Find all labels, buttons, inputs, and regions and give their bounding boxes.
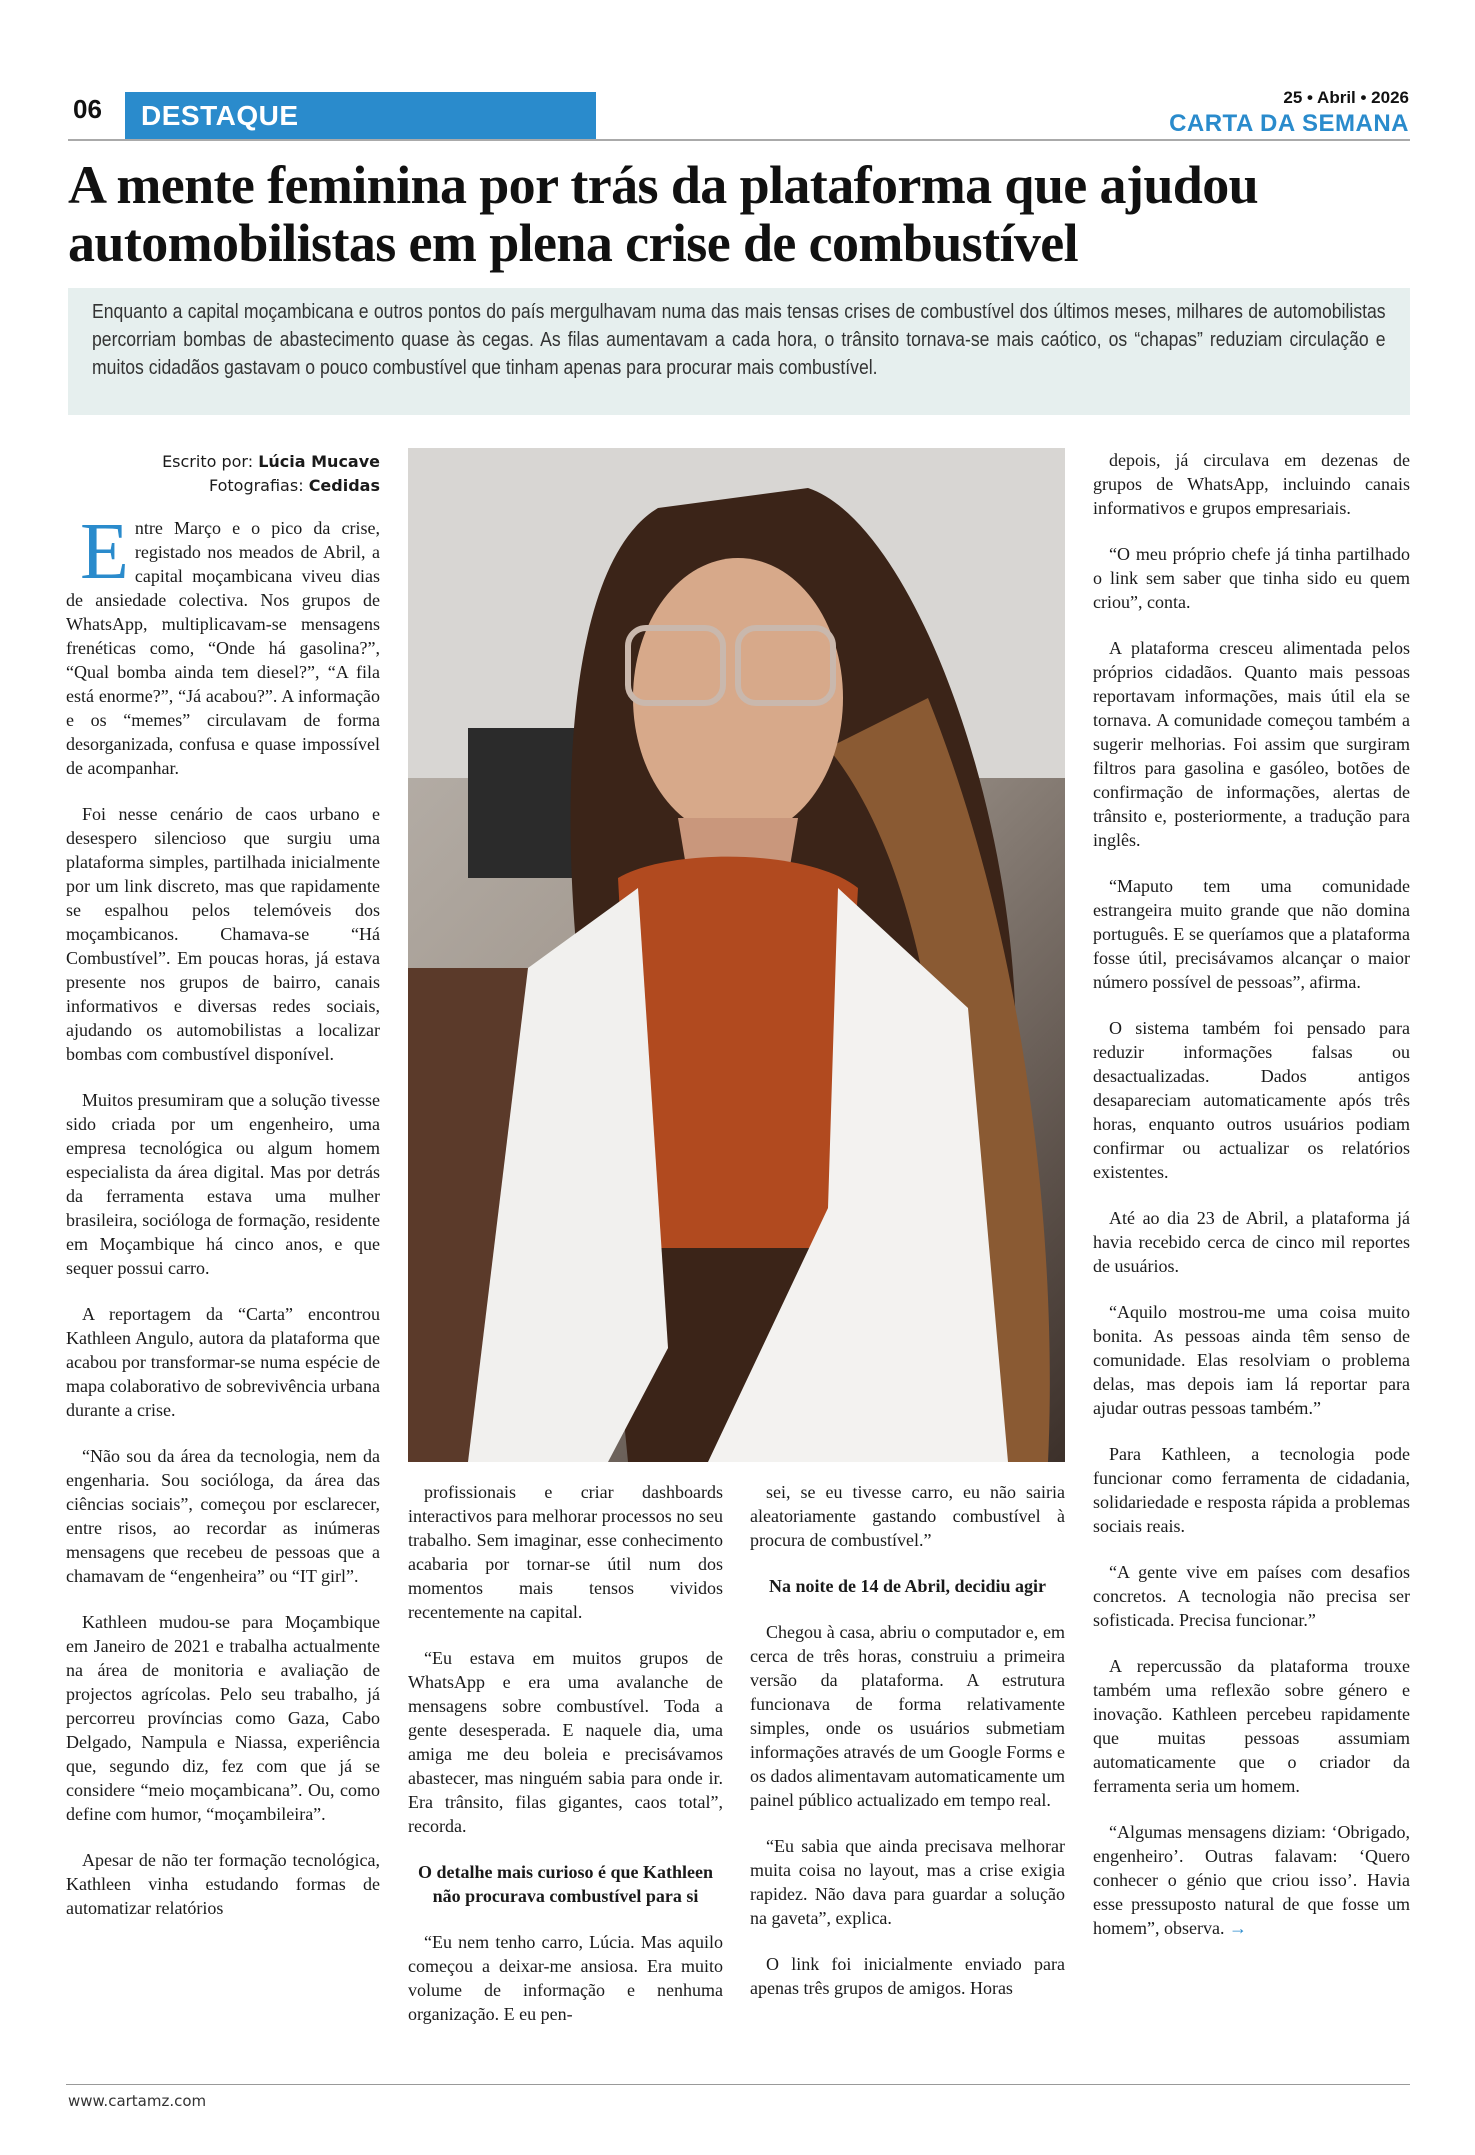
paragraph xyxy=(1093,1300,1410,1420)
paragraph: sei, se eu tivesse carro, eu não sairia aleatoriamente gastando combustível à procura de combustível.” xyxy=(750,1482,1065,1550)
paragraph xyxy=(1093,1820,1410,1940)
paragraph-text: depois, já circulava em dezenas de grupos de WhatsApp, incluindo canais informativos e grupos empresariais. xyxy=(1093,450,1410,518)
paragraph-text: “A gente vive em países com desafios concretos. A tecnologia não precisa ser sofisticada. Precisa funcionar.” xyxy=(1093,1562,1410,1630)
footer-divider xyxy=(66,2084,1410,2085)
column-4 xyxy=(1093,448,1410,1962)
paragraph-text: ntre Março e o pico da crise, registado nos meados de Abril, a capital moçambicana viveu dias de ansiedade colectiva. Nos grupos de WhatsApp, multiplicavam-se mensagens frenéticas como, “Onde há gasolina?”, “Qual bomba ainda tem diesel?”, “A fila está enorme?”, “Já acabou?”. A informação e os “memes” circulavam de forma desorganizada, confusa e quase impossível de acompanhar. xyxy=(66,518,380,778)
portrait-photo xyxy=(408,448,1065,1462)
paragraph xyxy=(1093,1016,1410,1184)
photo-credit: Cedidas xyxy=(308,476,380,495)
paragraph xyxy=(66,1610,380,1826)
paragraph-text: Kathleen mudou-se para Moçambique em Janeiro de 2021 e trabalha actualmente na área de monitoria e avaliação de projectos agrícolas. Pelo seu trabalho, já percorreu províncias como Gaza, Cabo Delgado, Nampula e Niassa, experiência que, segundo diz, fez com que já se considere “meio moçambicana”. Ou, como define com humor, “moçambileira”. xyxy=(66,1612,380,1824)
paragraph xyxy=(1093,1560,1410,1632)
drop-cap: E xyxy=(80,508,129,596)
column-1 xyxy=(66,508,380,1942)
paragraph-text: A reportagem da “Carta” encontrou Kathleen Angulo, autora da plataforma que acabou por transformar-se numa espécie de mapa colaborativo de sobrevivência urbana durante a crise. xyxy=(66,1304,380,1420)
paragraph-text: “O meu próprio chefe já tinha partilhado o link sem saber que tinha sido eu quem criou”, conta. xyxy=(1093,544,1410,612)
continue-arrow-icon[interactable]: → xyxy=(1228,1918,1247,1938)
publication-name: CARTA DA SEMANA xyxy=(1169,110,1409,137)
article-title: A mente feminina por trás da plataforma que ajudou automobilistas em plena crise de combustível xyxy=(68,155,1259,273)
author-name: Lúcia Mucave xyxy=(258,452,380,471)
paragraph xyxy=(1093,448,1410,520)
paragraph-text: O sistema também foi pensado para reduzir informações falsas ou desactualizadas. Dados antigos desapareciam automaticamente após três horas, enquanto outros usuários podiam confirmar ou actualizar os relatórios existentes. xyxy=(1093,1018,1410,1182)
paragraph-text: “Algumas mensagens diziam: ‘Obrigado, engenheiro’. Outras falavam: ‘Quero conhecer o génio que criou isso’. Havia esse pressuposto natural de que fosse um homem”, observa. xyxy=(1093,1822,1410,1938)
paragraph-text: “Aquilo mostrou-me uma coisa muito bonita. As pessoas ainda têm senso de comunidade. Elas resolviam o problema delas, mas depois iam lá reportar para ajudar outras pessoas também.” xyxy=(1093,1302,1410,1418)
paragraph-text: “Não sou da área da tecnologia, nem da engenharia. Sou socióloga, da área das ciências sociais”, começou por esclarecer, entre risos, ao recordar as inúmeras mensagens que recebeu de pessoas que a chamavam de “engenheira” ou “IT girl”. xyxy=(66,1446,380,1586)
paragraph: “Eu estava em muitos grupos de WhatsApp e era uma avalanche de mensagens sobre combustível. Toda a gente desesperada. E naquele dia, uma amiga me deu boleia e precisávamos abastecer, mas ninguém sabia para onde ir. Era trânsito, filas gigantes, caos total”, recorda. xyxy=(408,1648,723,1836)
author-label: Escrito por: xyxy=(162,452,254,471)
paragraph: “Eu nem tenho carro, Lúcia. Mas aquilo começou a deixar-me ansiosa. Era muito volume de informação e nenhuma organização. E eu pen- xyxy=(408,1932,723,2024)
paragraph-text: Muitos presumiram que a solução tivesse sido criada por um engenheiro, uma empresa tecnológica ou algum homem especialista da área digital. Mas por detrás da ferramenta estava uma mulher brasileira, socióloga de formação, residente em Moçambique há cinco anos, e que sequer possui carro. xyxy=(66,1090,380,1278)
paragraph: profissionais e criar dashboards interactivos para melhorar processos no seu trabalho. Sem imaginar, esse conhecimento acabaria por tornar-se útil num dos momentos mais tensos vividos recentemente na capital. xyxy=(408,1482,723,1622)
paragraph xyxy=(1093,542,1410,614)
paragraph: “Eu sabia que ainda precisava melhorar muita coisa no layout, mas a crise exigia rapidez. Não dava para guardar a solução na gaveta”, explica. xyxy=(750,1836,1065,1928)
paragraph xyxy=(66,1444,380,1588)
paragraph-text: A plataforma cresceu alimentada pelos próprios cidadãos. Quanto mais pessoas reportavam informações, mais útil ela se tornava. A comunidade começou também a sugerir melhorias. Foi assim que surgiram filtros para gasolina e gasóleo, botões de confirmação de informações, alertas de trânsito e, posteriormente, a tradução para inglês. xyxy=(1093,638,1410,850)
page-number: 06 xyxy=(73,94,102,124)
paragraph xyxy=(1093,1654,1410,1798)
section-label: DESTAQUE xyxy=(125,92,596,140)
paragraph xyxy=(1093,636,1410,852)
issue-date: 25 • Abril • 2026 xyxy=(1283,88,1409,107)
paragraph-text: Até ao dia 23 de Abril, a plataforma já havia recebido cerca de cinco mil reportes de usuários. xyxy=(1093,1208,1410,1276)
header-divider xyxy=(68,139,1410,141)
paragraph-text: A repercussão da plataforma trouxe também uma reflexão sobre género e inovação. Kathleen percebeu rapidamente que muitas pessoas assumiam automaticamente que o criador da ferramenta seria um homem. xyxy=(1093,1656,1410,1796)
paragraph xyxy=(66,1088,380,1280)
paragraph-text: Apesar de não ter formação tecnológica, Kathleen vinha estudando formas de automatizar relatórios xyxy=(66,1850,380,1918)
paragraph: Chegou à casa, abriu o computador e, em cerca de três horas, construiu a primeira versão da plataforma. A estrutura funcionava de forma relativamente simples, onde os usuários submetiam informações através de um Google Forms e os dados alimentavam automaticamente um painel público actualizado em tempo real. xyxy=(750,1622,1065,1810)
paragraph-text: Foi nesse cenário de caos urbano e desespero silencioso que surgiu uma plataforma simples, partilhada inicialmente por um link discreto, mas que rapidamente se espalhou pelos telemóveis dos moçambicanos. Chamava-se “Há Combustível”. Em poucas horas, já estava presente nos grupos de bairro, canais informativos e diversas redes sociais, ajudando os automobilistas a localizar bombas com combustível disponível. xyxy=(66,804,380,1064)
subheading: Na noite de 14 de Abril, decidiu agir xyxy=(768,1576,1046,1596)
paragraph xyxy=(66,1302,380,1422)
article-lead-box xyxy=(68,288,1410,415)
paragraph xyxy=(66,802,380,1066)
paragraph-text: “Maputo tem uma comunidade estrangeira muito grande que não domina português. E se queríamos que a plataforma fosse útil, precisávamos alcançar o maior número possível de pessoas”, afirma. xyxy=(1093,876,1410,992)
paragraph-text: Para Kathleen, a tecnologia pode funcionar como ferramenta de cidadania, solidariedade e resposta rápida a problemas sociais reais. xyxy=(1093,1444,1410,1536)
paragraph xyxy=(1093,1442,1410,1538)
byline xyxy=(66,450,380,498)
paragraph xyxy=(66,508,380,780)
paragraph xyxy=(1093,874,1410,994)
paragraph xyxy=(66,1848,380,1920)
photo-label: Fotografias: xyxy=(208,476,304,495)
paragraph: O link foi inicialmente enviado para apenas três grupos de amigos. Horas xyxy=(750,1954,1065,1998)
column-3 xyxy=(750,1480,1065,2022)
article-lead: Enquanto a capital moçambicana e outros pontos do país mergulhavam numa das mais tensas crises de combustível dos últimos meses, milhares de automobilistas percorriam bombas de abastecimento quase às cegas. As filas aumentavam a cada hora, o trânsito tornava-se mais caótico, os “chapas” reduziam circulação e muitos cidadãos gastavam o pouco combustível que tinham apenas para procurar mais combustível. xyxy=(92,301,1386,379)
website-link[interactable]: www.cartamz.com xyxy=(68,2092,207,2110)
column-2 xyxy=(408,1480,723,2048)
portrait-illustration xyxy=(408,448,1065,1462)
subheading: O detalhe mais curioso é que Kathleen não procurava combustível para si xyxy=(418,1862,713,1906)
paragraph xyxy=(1093,1206,1410,1278)
